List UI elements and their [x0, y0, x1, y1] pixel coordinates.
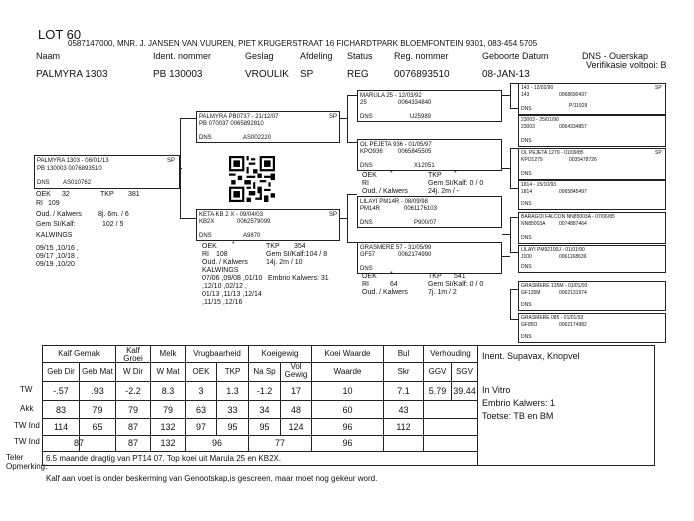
ggp-line1: 23003 - 25/01/90	[521, 117, 559, 123]
ggp-line2: NN85003A	[521, 221, 546, 227]
twind2-vrugbaarheid: 96	[211, 438, 222, 448]
akk-tkp: 33	[227, 405, 238, 415]
subject-dns: DNS	[37, 180, 50, 186]
tw-geb-mat: .93	[91, 386, 104, 396]
ggp-line1: 1814 - 15/10/93	[521, 182, 557, 188]
subject-ri-value: 109	[48, 200, 60, 207]
dam-dns: DNS	[199, 233, 212, 239]
toetse-text: Toetse: TB en BM	[482, 411, 554, 421]
tw-oek: 3	[198, 386, 204, 396]
gd1-gem: Gem SI/Kalf: 0 / 0	[428, 180, 484, 187]
ggp-reg: 0074887464	[559, 221, 587, 227]
dam-ri-value: 108	[216, 251, 228, 258]
label-dns: DNS - Ouerskap	[582, 51, 649, 61]
lot-number: LOT 60	[38, 27, 82, 42]
group-bul: Bul	[397, 349, 410, 358]
akk-na-sp: 34	[259, 405, 270, 415]
animal-afdeling: SP	[300, 69, 314, 80]
subhead-oek: OEK	[192, 367, 210, 376]
gd2-oek-value: *	[390, 271, 393, 278]
row-label-tw: TW	[20, 385, 33, 394]
ggp-line2: J100	[521, 254, 532, 260]
dam-gem: Gem SI/Kalf:104 / 8	[266, 251, 328, 258]
label-naam: Naam	[36, 51, 61, 61]
subject-ri-label: RI	[36, 200, 43, 207]
twind-geb-dir: 114	[53, 422, 69, 432]
subject-line2: PB 130003 0076893510	[37, 166, 102, 172]
dam-reg: 0062579099	[237, 219, 271, 225]
ggp-dns: DNS	[521, 201, 532, 207]
twind-w-mat: 132	[160, 422, 176, 432]
gd1-dns: DNS	[360, 163, 373, 169]
group-koei-waarde: Koei Waarde	[324, 349, 371, 358]
gd2-line1: GRASMERE 57 - 31/05/99	[360, 245, 432, 251]
subject-kalwings: KALWINGS	[36, 232, 73, 239]
twind-na-sp: 95	[259, 422, 270, 432]
subject-oek-label: OEK	[36, 191, 51, 198]
gd1-tkp-value: *	[454, 170, 457, 177]
gs1-line1: MARULA 25 - 12/03/92	[360, 93, 422, 99]
subhead-geb-mat: Geb Mat	[82, 367, 113, 376]
tw-tkp: 1.3	[226, 386, 239, 396]
gd2-oud-label: Oud. / Kalwers	[362, 289, 408, 296]
ggp-line2: 1814	[521, 189, 533, 195]
akk-waarde: 60	[342, 405, 353, 415]
dam-code: A9870	[243, 233, 261, 239]
label-ident: Ident. nommer	[153, 51, 212, 61]
animal-status: REG	[347, 69, 369, 80]
subject-oud-value: 8j. 6m. / 6	[98, 211, 129, 218]
dam-sp: SP	[329, 212, 338, 218]
label-status: Status	[347, 51, 373, 61]
tw-w-mat: 8.3	[161, 386, 175, 396]
ggp-line1: BARAGOI FALCON NN85003A - 07/06/85	[521, 214, 615, 220]
group-vrugbaarheid: Vrugbaarheid	[193, 349, 241, 358]
ggp-line1: 143 - 12/02/90	[521, 85, 554, 91]
dam-oek-label: OEK	[202, 243, 217, 250]
subject-sp: SP	[167, 158, 176, 164]
dam-kalwings-2: ,12/10 ,02/12 ,	[202, 283, 247, 290]
gd1-ri-label: RI	[362, 180, 369, 187]
gd2-oud-value: 7j. 1m / 2	[428, 289, 457, 296]
gd1-tkp-label: TKP	[428, 172, 442, 179]
ggp-line2: GF135M	[521, 290, 541, 296]
tw-geb-dir: -.57	[53, 386, 69, 396]
gs2-line2: PM14R	[360, 206, 381, 212]
row-label-akk: Akk	[20, 404, 34, 413]
tw-skr: 7.1	[397, 386, 410, 396]
dam-line1: KETA KB 2 X - 09/04/03	[199, 212, 263, 218]
ggp-reg: 0062131974	[559, 290, 587, 296]
gd2-line2: GF57	[360, 252, 376, 258]
twind-waarde: 96	[342, 422, 353, 432]
sire-code: AS002220	[243, 135, 272, 141]
subject-code: AS010762	[63, 180, 92, 186]
gd2-ri-label: RI	[362, 281, 369, 288]
subhead-geb-dir: Geb Dir	[47, 367, 75, 376]
gd2-reg: 0062174990	[398, 252, 432, 258]
gs2-line1: LILAYI PM14R - 08/09/98	[360, 199, 428, 205]
tw-vol-gewig: 17	[290, 386, 301, 396]
gd1-code: X12051	[414, 163, 435, 169]
gd1-oek-label: OEK	[362, 172, 377, 179]
group-koeigewig: Koeigewig	[261, 349, 299, 358]
subject-tkp-value: 381	[128, 191, 140, 198]
dam-kalwings: KALWINGS	[202, 267, 239, 274]
subject-gem-value: 102 / 5	[102, 221, 124, 228]
row-label-tw-ind: TW Ind	[14, 421, 40, 430]
akk-oek: 63	[195, 405, 206, 415]
twind2-melk: 132	[160, 438, 176, 448]
opmerking-label: Opmerking:	[6, 462, 48, 471]
ggp-dns: DNS	[521, 138, 532, 144]
group-verhouding: Verhouding	[430, 349, 471, 358]
gs1-dns: DNS	[360, 114, 373, 120]
ggp-dns: DNS	[521, 235, 532, 241]
footer-note: Kalf aan voet is onder beskerming van Genootskap,is gescreen, maar moet nog gekeur word.	[46, 474, 378, 483]
subject-oek-value: 32	[62, 191, 70, 198]
subhead-vol-gewig: Vol Gewig	[284, 362, 308, 380]
ggp-line2: 23003	[521, 124, 535, 130]
ggp-sp: SP	[655, 85, 662, 91]
gd2-ri-value: 64	[390, 281, 398, 288]
dam-oek-value: *	[232, 241, 235, 248]
ggp-reg: 0035478726	[569, 157, 597, 163]
gd2-tkp-label: TKP	[428, 273, 442, 280]
gs2-code: P900/07	[414, 220, 437, 226]
label-geboorte: Geboorte Datum	[482, 51, 549, 61]
dam-kalwings-1: 07/06 ,09/08 ,01/10	[202, 275, 263, 282]
label-afdeling: Afdeling	[300, 51, 333, 61]
subject-kalwings-3: 09/19 ,10/20	[36, 261, 75, 268]
subhead-w-dir: W Dir	[123, 367, 143, 376]
group-kalf-groei: Kalf Groei	[123, 346, 143, 364]
akk-skr: 43	[398, 405, 409, 415]
label-reg: Reg. nommer	[394, 51, 449, 61]
akk-vol-gewig: 48	[290, 405, 301, 415]
teler-label: Teler	[6, 453, 24, 462]
gd1-oud-label: Oud. / Kalwers	[362, 188, 408, 195]
ggp-line2: 143	[521, 92, 530, 98]
gd2-gem: Gem SI/Kalf: 0 / 0	[428, 281, 484, 288]
subhead-ggv: GGV	[428, 367, 447, 376]
ggp-dns: DNS	[521, 302, 532, 308]
ggp-line2: GF85O	[521, 322, 538, 328]
dam-tkp-label: TKP	[266, 243, 280, 250]
teler-remark: 6.5 maande dragtig van PT14 07. Top koei uit Marula 25 en KB2X.	[46, 454, 282, 463]
subhead-skr: Skr	[397, 367, 410, 376]
twind2-koeigewig: 77	[274, 438, 285, 448]
animal-reg: 0076893510	[394, 69, 450, 80]
akk-geb-dir: 83	[55, 405, 66, 415]
gd1-oek-value: *	[390, 170, 393, 177]
subhead-sgv: SGV	[456, 367, 473, 376]
akk-geb-mat: 79	[92, 405, 103, 415]
sire-line1: PALMYRA PB0737 - 21/12/07	[199, 114, 279, 120]
subhead-na-sp: Na Sp	[253, 367, 276, 376]
twind-vol-gewig: 124	[288, 422, 304, 432]
label-verifikasie: Verifikasie voltooi: B	[586, 60, 667, 70]
ggp-line1: LILAYI PM92100J - 01/01/90	[521, 247, 585, 253]
ggp-line1: GRASMERE 135M - 01/01/93	[521, 283, 588, 289]
sire-line2: PB 070037 0065892810	[199, 121, 264, 127]
gd1-oud-value: 24j. 2m / -	[428, 188, 460, 195]
ggp-line1: GRASMERE 085 - 01/01/93	[521, 315, 584, 321]
ggp-dns: DNS	[521, 106, 532, 112]
subject-oud-label: Oud. / Kalwers	[36, 211, 82, 218]
dam-oud-value: 14j. 2m / 10	[266, 259, 303, 266]
ggp-dns: DNS	[521, 334, 532, 340]
tw-waarde: 10	[342, 386, 353, 396]
ggp-line2: KPO1279	[521, 157, 543, 163]
akk-w-dir: 79	[127, 405, 138, 415]
gs2-reg: 0061176103	[404, 206, 437, 212]
dam-ri-label: RI	[202, 251, 209, 258]
twind-oek: 97	[195, 422, 206, 432]
twind-geb-mat: 65	[92, 422, 103, 432]
row-label-tw-ind-2: TW Ind	[14, 437, 40, 446]
dam-kalwings-3: 01/13 ,11/13 ,12/14	[202, 291, 262, 298]
animal-naam: PALMYRA 1303	[36, 69, 108, 80]
subhead-w-mat: W Mat	[156, 367, 180, 376]
tw-ggv: 5.79	[428, 386, 447, 396]
sire-sp: SP	[329, 114, 338, 120]
subject-gem-label: Gem SI/Kalf:	[36, 221, 76, 228]
subject-line1: PALMYRA 1303 - 08/01/13	[37, 158, 109, 164]
ggp-dns: DNS	[521, 171, 532, 177]
subhead-waarde: Waarde	[333, 367, 362, 376]
twind-w-dir: 87	[127, 422, 138, 432]
ggp-reg: 0064334857	[559, 124, 587, 130]
dam-tkp-value: 354	[294, 243, 306, 250]
gd1-line1: OL PEJETA 936 - 01/05/97	[360, 142, 432, 148]
gd1-reg: 0065845505	[398, 149, 432, 155]
gs2-dns: DNS	[360, 220, 373, 226]
dam-oud-label: Oud. / Kalwers	[202, 259, 248, 266]
subject-kalwings-1: 09/15 ,10/16 ,	[36, 245, 79, 252]
gd2-oek-label: OEK	[362, 273, 377, 280]
ggp-code: P/11929	[569, 103, 588, 109]
ggp-reg: 0068690437	[559, 92, 587, 98]
ggp-reg: 0061168639	[559, 254, 587, 260]
gd1-line2: KPO936	[360, 149, 383, 155]
ggp-line1: OL PEJETA 1279 - 01/09/85	[521, 150, 584, 156]
gs1-reg: 0064334840	[398, 100, 432, 106]
tw-na-sp: -1.2	[256, 386, 273, 396]
gd2-dns: DNS	[360, 266, 373, 272]
akk-w-mat: 79	[162, 405, 173, 415]
subhead-tkp: TKP	[224, 367, 241, 376]
twind2-koei-waarde: 96	[342, 438, 353, 448]
animal-geslag: VROULIK	[245, 69, 289, 80]
twind-skr: 112	[396, 422, 411, 432]
ggp-dns: DNS	[521, 264, 532, 270]
ggp-reg: 0065845497	[559, 189, 587, 195]
subject-kalwings-2: 09/17 ,10/18 ,	[36, 253, 79, 260]
ggp-sp: SP	[655, 150, 662, 156]
twind2-kalf-gemak: 87	[73, 438, 84, 448]
group-melk: Melk	[159, 349, 177, 358]
ggp-reg: 0062174982	[559, 322, 587, 328]
sire-dns: DNS	[199, 135, 212, 141]
dam-embrio: Embrio Kalwers: 31	[268, 275, 329, 282]
twind-tkp: 95	[227, 422, 238, 432]
inent-text: Inent. Supavax, Knopvel	[482, 351, 580, 361]
animal-geboorte: 08-JAN-13	[482, 69, 530, 80]
in-vitro-text: In Vitro	[482, 385, 511, 395]
tw-w-dir: -2.2	[125, 386, 141, 396]
group-kalf-gemak: Kalf Gemak	[58, 349, 100, 358]
embrio-kalwers-text: Embrio Kalwers: 1	[482, 398, 556, 408]
subject-tkp-label: TKP	[100, 191, 114, 198]
gs1-code: U25989	[410, 114, 432, 120]
animal-ident: PB 130003	[153, 69, 203, 80]
dam-line2: KB2X	[199, 219, 215, 225]
gd2-tkp-value: 541	[454, 273, 466, 280]
dam-kalwings-4: ,11/15 ,12/16	[202, 299, 243, 306]
label-geslag: Geslag	[245, 51, 274, 61]
twind2-kalf-groei: 87	[127, 438, 138, 448]
tw-sgv: 39.44	[453, 386, 476, 396]
gs1-line2: 25	[360, 100, 367, 106]
owner-line: 0587147000, MNR. J. JANSEN VAN VUUREN, PIET KRUGERSTRAAT 16 FICHARDTPARK BLOEMFONTEIN 9301, 083-454 5705	[68, 39, 538, 48]
